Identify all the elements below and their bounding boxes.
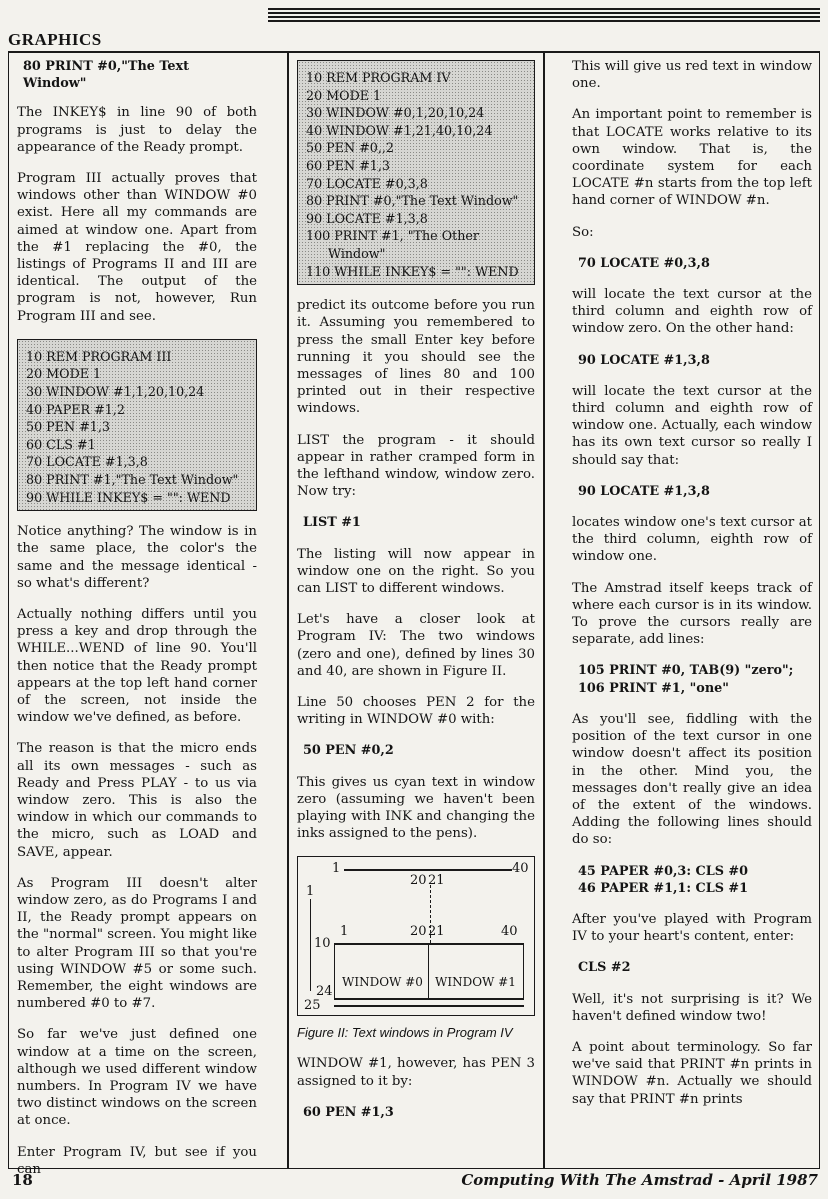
screen-height-arrow <box>310 899 311 991</box>
paragraph: Line 50 chooses PEN 2 for the writing in WINDOW #0 with: <box>297 694 535 728</box>
paragraph: This gives us cyan text in window zero (assuming we haven't been playing with INK and changing the inks assigned to the pens). <box>297 774 535 842</box>
code-line: 45 PAPER #0,3: CLS #0 <box>578 863 749 879</box>
paragraph: An important point to remember is that LOCATE works relative to its own window. That is, the coordinate system for each LOCATE #n starts from the top left hand corner of WINDOW #n. <box>572 107 812 209</box>
paragraph: Enter Program IV, but see if you can <box>17 1144 257 1177</box>
paragraph: This will give us red text in window one. <box>572 59 812 92</box>
paragraph: So: <box>572 224 594 240</box>
window1-label: WINDOW #1 <box>435 975 516 990</box>
figure-label: 1 <box>340 924 349 940</box>
window0-label: WINDOW #0 <box>342 975 423 990</box>
figure-label: 21 <box>428 873 445 889</box>
figure-label: 20 <box>410 873 427 889</box>
paragraph: Notice anything? The window is in the same place, the color's the same and the message identical - so what's different? <box>17 524 257 591</box>
figure-label: 1 <box>332 861 341 877</box>
listing-line: 20 MODE 1 <box>306 87 382 103</box>
listing-line: 30 WINDOW #0,1,20,10,24 <box>306 105 485 121</box>
paragraph: The listing will now appear in window one on the right. So you can LIST to different windows. <box>297 546 535 596</box>
paragraph: will locate the text cursor at the third column and eighth row of window zero. On the other hand: <box>572 287 812 337</box>
code-line: 105 PRINT #0, TAB(9) "zero"; <box>578 663 794 679</box>
listing-line: 10 REM PROGRAM IV <box>306 70 451 85</box>
paragraph: As Program III doesn't alter window zero, as do Programs I and II, the Ready prompt appears on the "normal" screen. You might like to alter Program III so that you're using WINDOW #5 or some such. Remember, the eight windows are numbered #0 to #7. <box>17 875 257 1012</box>
paragraph: As you'll see, fiddling with the position of the text cursor in one window doesn't affect its position in the other. Mind you, the messages don't really give an idea of the extent of the windows. Adding the following lines should do so: <box>572 711 812 848</box>
listing-line: 80 PRINT #0,"The Text Window" <box>306 193 519 209</box>
paragraph: The INKEY$ in line 90 of both programs is just to delay the appearance of the Ready prompt. <box>17 105 257 155</box>
code-line: LIST #1 <box>303 515 361 531</box>
column-3 <box>572 58 812 1165</box>
figure-text-windows <box>297 856 535 1016</box>
listing-line: 40 PAPER #1,2 <box>26 401 125 417</box>
code-line: 90 LOCATE #1,3,8 <box>578 483 710 499</box>
listing-line: 110 WHILE INKEY$ = "": WEND <box>306 263 519 279</box>
listing-line: 80 PRINT #1,"The Text Window" <box>26 472 239 487</box>
listing-line: 90 LOCATE #1,3,8 <box>306 210 428 226</box>
code-line: 106 PRINT #1, "one" <box>578 680 729 696</box>
code-line: 50 PEN #0,2 <box>303 743 394 759</box>
code-line: 46 PAPER #1,1: CLS #1 <box>578 880 749 896</box>
paragraph: After you've played with Program IV to your heart's content, enter: <box>572 911 812 945</box>
column-divider-1 <box>287 53 289 1169</box>
listing-line: 50 PEN #1,3 <box>26 419 110 435</box>
paragraph: Program III actually proves that windows other than WINDOW #0 exist. Here all my commands are aimed at window one. Apart from the #1 replacing the #0, the listings of Programs II and III are identical. The output of the program is not, however, Run Program III and see. <box>17 171 257 324</box>
listing-line: 10 REM PROGRAM III <box>26 348 172 364</box>
listing-line: 70 LOCATE #1,3,8 <box>26 454 148 470</box>
page-number: 18 <box>12 1171 33 1189</box>
program-iii-listing <box>17 339 257 511</box>
magazine-issue: Computing With The Amstrad - April 1987 <box>461 1171 818 1189</box>
figure-label: 1 <box>306 884 315 900</box>
figure-label: 24 <box>316 984 333 1000</box>
listing-line: 60 PEN #1,3 <box>306 157 390 173</box>
figure-caption: Figure II: Text windows in Program IV <box>297 1025 513 1041</box>
paragraph: locates window one's text cursor at the third column, eighth row of window one. <box>572 515 812 565</box>
figure-label: 21 <box>428 924 445 940</box>
paragraph: The Amstrad itself keeps track of where each cursor is in its window. To prove the cursors really are separate, add lines: <box>572 580 812 648</box>
window1-right-edge <box>523 943 524 998</box>
paragraph: predict its outcome before you run it. Assuming you remembered to press the small Enter key before running it you should see the messages of lines 80 and 100 printed out in their respective windows. <box>297 298 535 417</box>
program-iv-listing <box>297 60 535 285</box>
code-line: 90 LOCATE #1,3,8 <box>578 352 710 368</box>
code-line: 60 PEN #1,3 <box>303 1104 394 1120</box>
window0-left-edge <box>334 943 335 998</box>
listing-line: 50 PEN #0,,2 <box>306 140 394 156</box>
column-1 <box>17 58 257 1177</box>
paragraph: So far we've just defined one window at a time on the screen, although we used different window numbers. In Program IV we have two distinct windows on the screen at once. <box>17 1027 257 1129</box>
paragraph: Well, it's not surprising is it? We haven't defined window two! <box>572 991 812 1024</box>
listing-line: 70 LOCATE #0,3,8 <box>306 175 428 191</box>
listing-line: 100 PRINT #1, "The Other <box>306 228 479 244</box>
paragraph: LIST the program - it should appear in rather cramped form in the lefthand window, window zero. Now try: <box>297 432 535 500</box>
window-bottom-edge <box>334 998 524 999</box>
screen-width-arrow <box>344 869 512 870</box>
paragraph: The reason is that the micro ends all its own messages - such as Ready and Press PLAY - to us via window zero. This is also the window in which our commands to the micro, such as LOAD and SAVE, appear. <box>17 741 257 860</box>
listing-line: Window" <box>328 245 386 261</box>
paragraph: A point about terminology. So far we've said that PRINT #n prints in WINDOW #n. Actually we should say that PRINT #n prints <box>572 1039 812 1107</box>
listing-line: 40 WINDOW #1,21,40,10,24 <box>306 122 493 138</box>
code-line: 70 LOCATE #0,3,8 <box>578 255 710 271</box>
listing-line: 30 WINDOW #1,1,20,10,24 <box>26 384 205 400</box>
figure-label: 25 <box>304 998 321 1014</box>
listing-line: 60 CLS #1 <box>26 436 96 452</box>
paragraph: Actually nothing differs until you press a key and drop through the WHILE...WEND of line 90. You'll then notice that the Ready prompt appears at the top left hand corner of the screen, not inside the window we've defined, as before. <box>17 607 257 726</box>
paragraph: will locate the text cursor at the third column and eighth row of window one. Actually, each window has its own text cursor so really I should say that: <box>572 383 812 468</box>
figure-label: 40 <box>512 861 529 877</box>
listing-line: 20 MODE 1 <box>26 366 102 382</box>
section-title: GRAPHICS <box>8 30 102 49</box>
paragraph: WINDOW #1, however, has PEN 3 assigned to it by: <box>297 1056 535 1089</box>
column-divider-2 <box>543 53 545 1169</box>
figure-label: 10 <box>314 936 331 952</box>
paragraph: Let's have a closer look at Program IV: The two windows (zero and one), defined by lines 30 and 40, are shown in Figure II. <box>297 612 535 679</box>
header-rules <box>268 8 820 30</box>
code-line: CLS #2 <box>578 960 631 976</box>
figure-label: 20 <box>410 924 427 940</box>
column-2 <box>297 58 535 1165</box>
listing-line: 90 WHILE INKEY$ = "": WEND <box>26 489 231 505</box>
window-split <box>428 943 429 998</box>
figure-label: 40 <box>501 924 518 940</box>
code-line: 80 PRINT #0,"The Text Window" <box>23 59 190 92</box>
screen-bottom-edge <box>334 1005 524 1006</box>
